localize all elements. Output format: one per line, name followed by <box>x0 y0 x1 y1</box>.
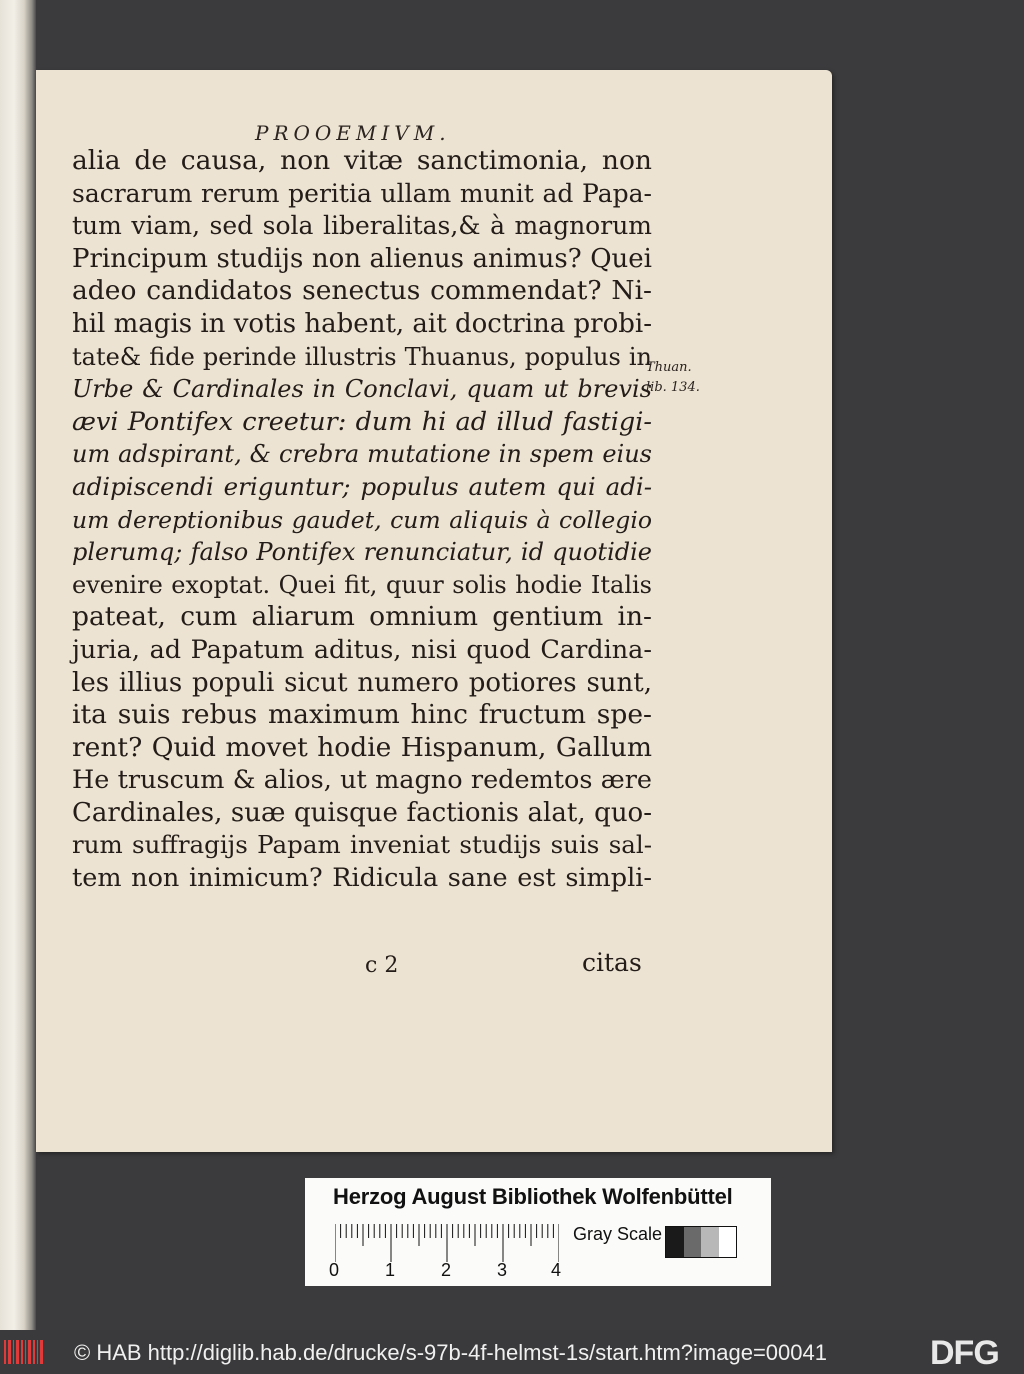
gray-swatch <box>666 1227 684 1257</box>
text-line: rum suffragijs Papam inveniat studijs suis sal- <box>72 830 652 860</box>
text-line: evenire exoptat. Quei fit, quur solis hodie Italis <box>72 570 652 599</box>
text-line: hil magis in votis habent, ait doctrina probi- <box>72 308 652 339</box>
text-line: um adspirant, & crebra mutatione in spem eius <box>72 440 652 469</box>
text-line: He truscum & alios, ut magno redemtos ære <box>72 765 652 796</box>
catchword: citas <box>582 948 642 977</box>
text-line: juria, ad Papatum aditus, nisi quod Cardina- <box>72 634 652 665</box>
scale-ruler <box>335 1224 559 1262</box>
scale-number: 4 <box>551 1260 562 1280</box>
text-line: Urbe & Cardinales in Conclavi, quam ut brevis <box>72 375 652 404</box>
book-spine <box>0 0 36 1330</box>
text-line: sacrarum rerum peritia ullam munit ad Papa- <box>72 178 652 208</box>
text-line: alia de causa, non vitæ sanctimonia, non <box>72 145 652 176</box>
text-line: Cardinales, suæ quisque factionis alat, quo- <box>72 797 652 828</box>
margin-note-line: lib. 134. <box>646 380 700 395</box>
scale-number: 3 <box>497 1260 508 1280</box>
text-line: adeo candidatos senectus commendat? Ni- <box>72 275 652 307</box>
text-line: tum viam, sed sola liberalitas,& à magnorum <box>72 211 652 241</box>
gray-scale-label: Gray Scale <box>573 1224 663 1244</box>
gray-swatch <box>684 1227 702 1257</box>
source-url: © HAB http://diglib.hab.de/drucke/s-97b-4f-helmst-1s/start.htm?image=00041 <box>74 1340 827 1365</box>
text-line: pateat, cum aliarum omnium gentium in- <box>72 601 652 633</box>
footer-bar <box>0 1330 1024 1374</box>
scale-number: 1 <box>385 1260 396 1280</box>
scale-number: 2 <box>441 1260 452 1280</box>
library-name: Herzog August Bibliothek Wolfenbüttel <box>333 1184 733 1209</box>
text-line: plerumq; falso Pontifex renunciatur, id quotidie <box>72 538 652 567</box>
margin-note-line: Thuan. <box>646 360 692 375</box>
text-line: les illius populi sicut numero potiores sunt, <box>72 667 652 698</box>
running-header: PROOEMIVM. <box>255 121 451 145</box>
dfg-logo: DFG <box>930 1334 999 1372</box>
signature-mark: c 2 <box>365 953 399 978</box>
text-line: tate& fide perinde illustris Thuanus, populus in <box>72 342 652 371</box>
text-line: um dereptionibus gaudet, cum aliquis à collegio <box>72 505 652 534</box>
margin-note <box>646 358 700 398</box>
text-line: Principum studijs non alienus animus? Quei <box>72 243 652 274</box>
text-line: ita suis rebus maximum hinc fructum spe- <box>72 699 652 731</box>
text-line: adipiscendi eriguntur; populus autem qui adi- <box>72 471 652 501</box>
text-line: ævi Pontifex creetur: dum hi ad illud fastigi- <box>72 406 652 437</box>
text-line: rent? Quid movet hodie Hispanum, Gallum <box>72 731 652 763</box>
text-line: tem non inimicum? Ridicula sane est simpli- <box>72 863 652 894</box>
gray-swatch <box>701 1227 719 1257</box>
gray-scale-swatches <box>665 1226 737 1258</box>
gray-swatch <box>719 1227 737 1257</box>
scale-number: 0 <box>329 1260 340 1280</box>
hab-barcode-logo-icon <box>4 1338 46 1366</box>
color-calibration-bar <box>305 1178 771 1286</box>
body-text <box>72 145 652 895</box>
